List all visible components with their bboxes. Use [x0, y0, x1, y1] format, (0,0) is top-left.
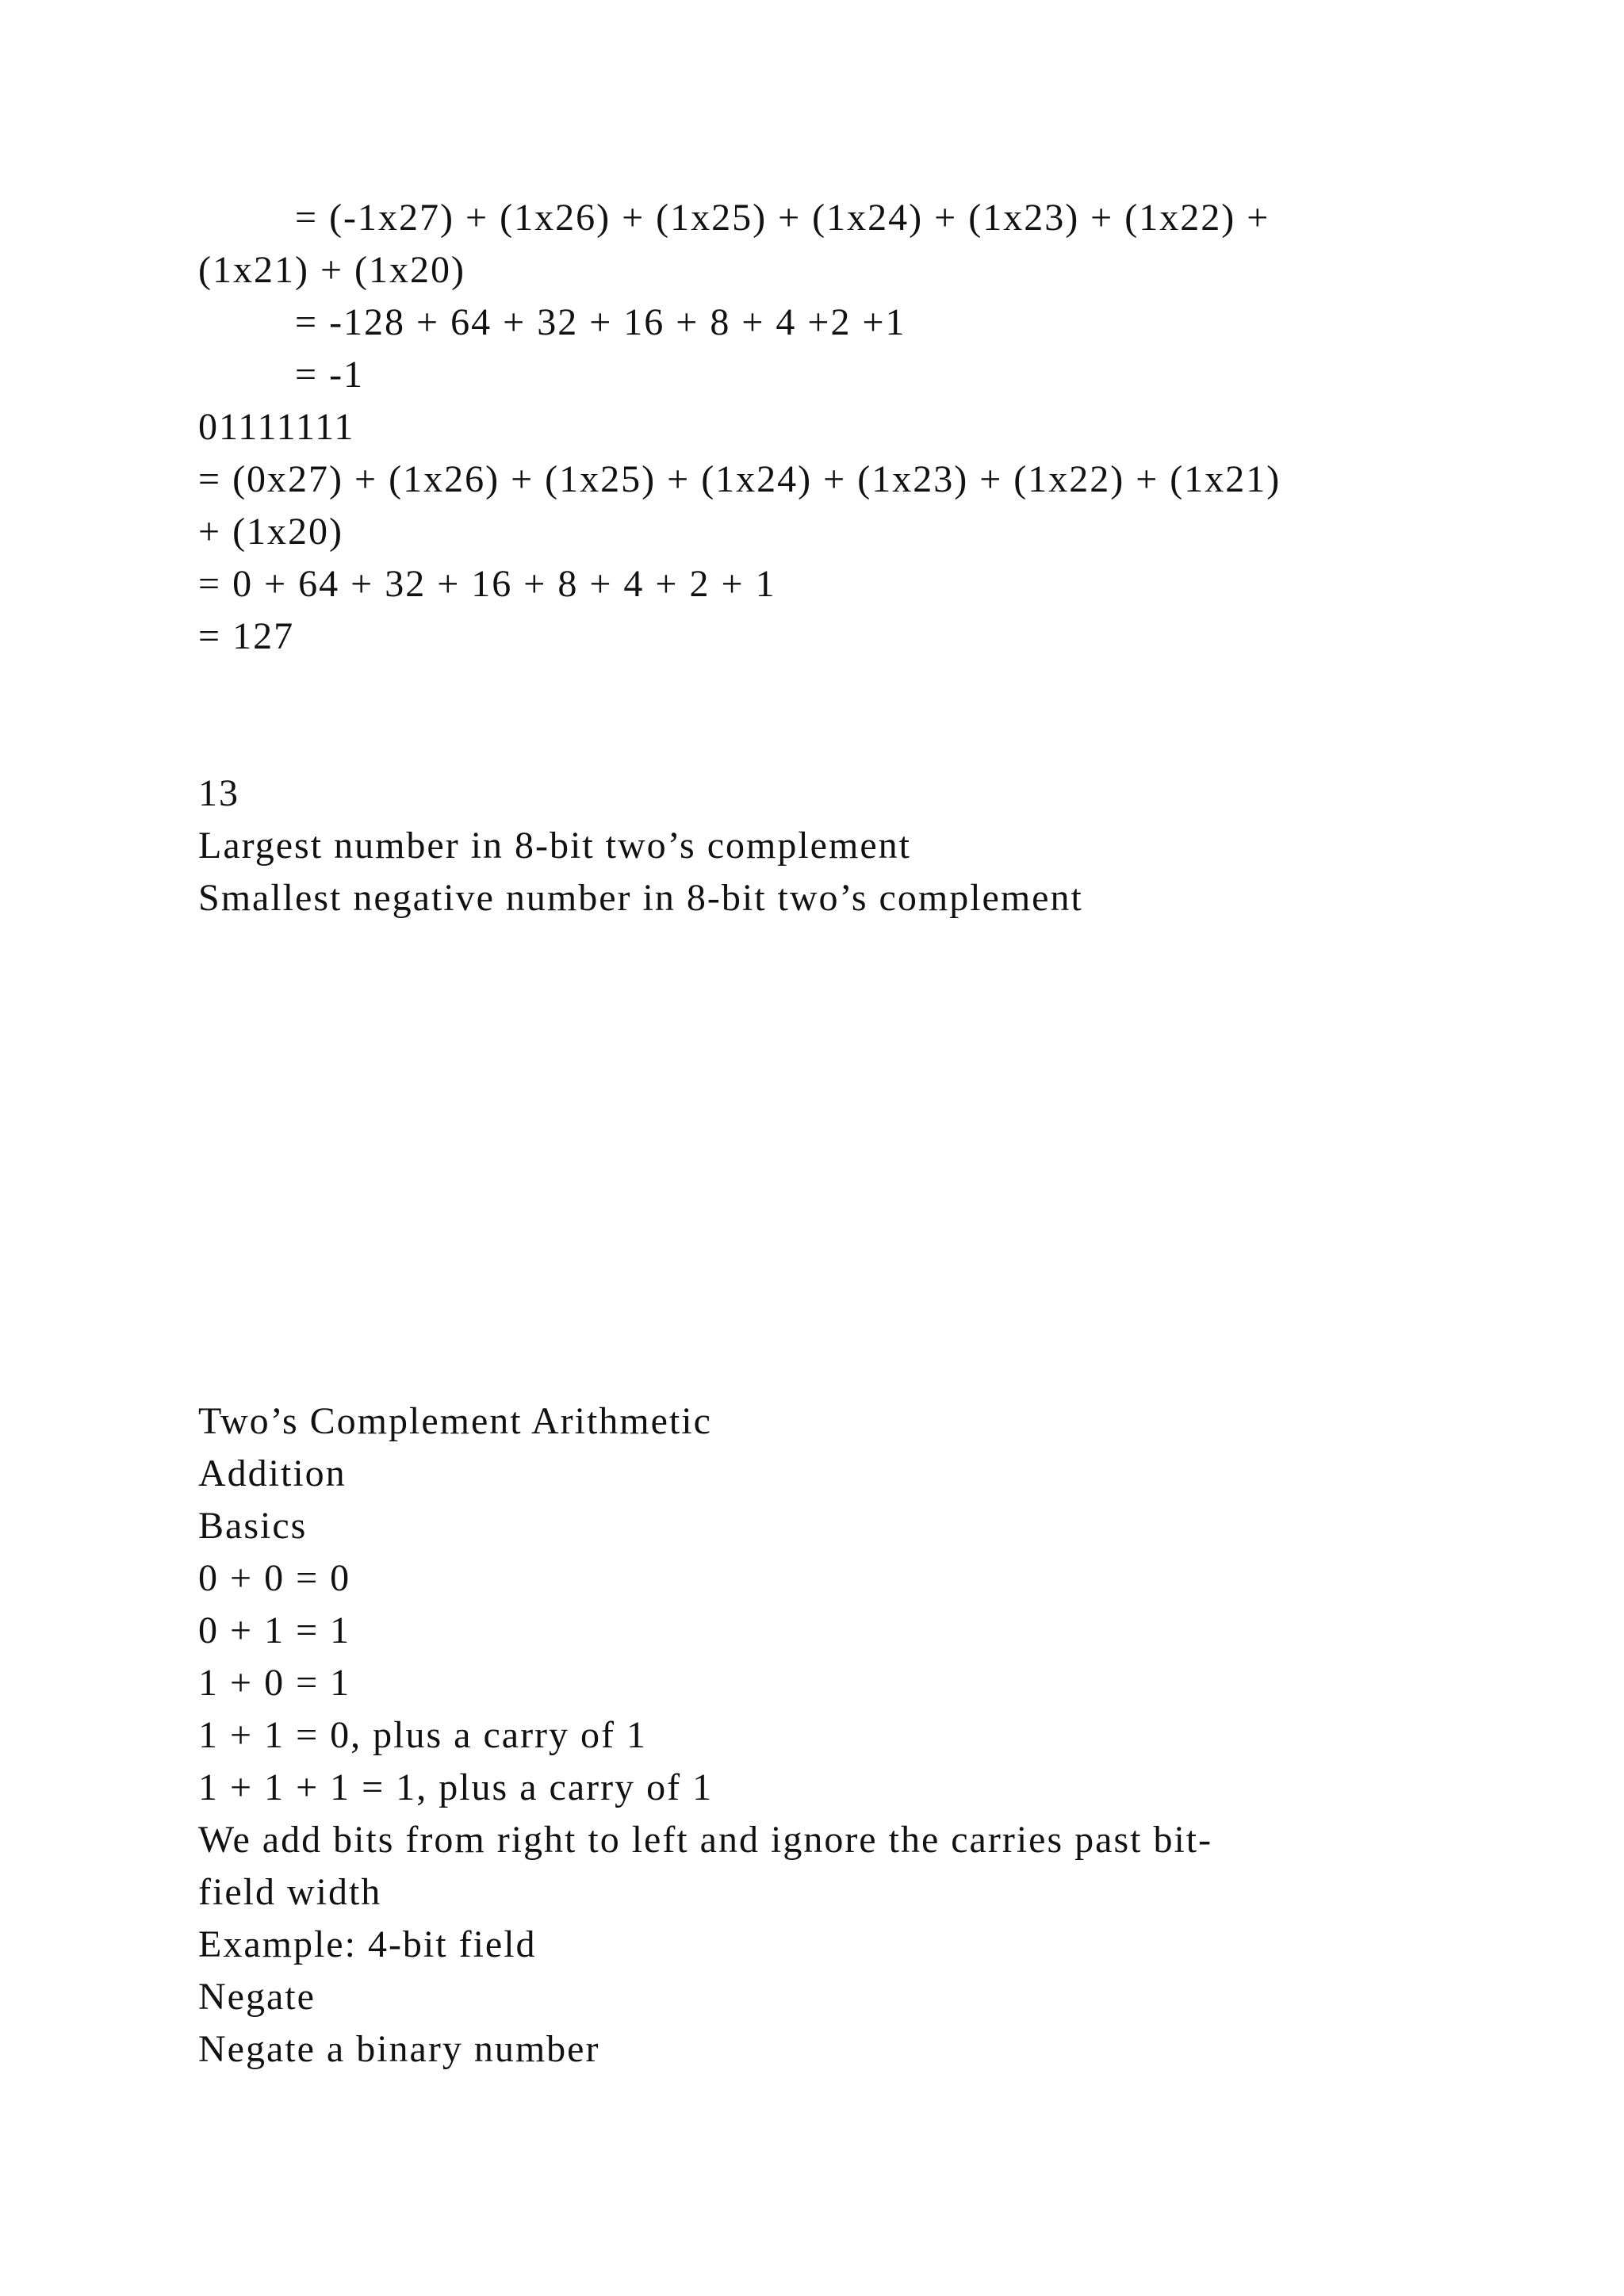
sum-line: = 0 + 64 + 32 + 16 + 8 + 4 + 2 + 1 [198, 563, 776, 605]
rule-line: 0 + 0 = 0 [198, 1557, 351, 1599]
result-line: = -1 [295, 354, 365, 396]
note-line: We add bits from right to left and ignore the carries past bit- [198, 1819, 1213, 1861]
subsection-heading: Negate [198, 1976, 316, 2018]
slide-number: 13 [198, 772, 239, 814]
rule-line: 0 + 1 = 1 [198, 1609, 351, 1651]
section-title: Two’s Complement Arithmetic [198, 1400, 712, 1442]
rule-line: 1 + 0 = 1 [198, 1662, 351, 1704]
binary-value: 01111111 [198, 406, 355, 448]
equation-line: = (-1x27) + (1x26) + (1x25) + (1x24) + (1x23) + (1x22) + [295, 197, 1270, 239]
subsection-heading: Addition [198, 1452, 347, 1494]
equation-line: = (0x27) + (1x26) + (1x25) + (1x24) + (1x23) + (1x22) + (1x21) [198, 458, 1281, 500]
example-line: Example: 4-bit field [198, 1923, 537, 1965]
text-line: Negate a binary number [198, 2028, 600, 2070]
result-line: = 127 [198, 615, 295, 657]
subsection-heading: Basics [198, 1505, 308, 1547]
equation-line-continued: + (1x20) [198, 511, 344, 553]
rule-line: 1 + 1 + 1 = 1, plus a carry of 1 [198, 1766, 714, 1808]
note-line-continued: field width [198, 1871, 382, 1913]
sum-line: = -128 + 64 + 32 + 16 + 8 + 4 +2 +1 [295, 301, 906, 343]
text-line: Smallest negative number in 8-bit two’s complement [198, 877, 1083, 919]
text-line: Largest number in 8-bit two’s complement [198, 825, 911, 867]
rule-line: 1 + 1 = 0, plus a carry of 1 [198, 1714, 648, 1756]
equation-line-continued: (1x21) + (1x20) [198, 249, 466, 291]
